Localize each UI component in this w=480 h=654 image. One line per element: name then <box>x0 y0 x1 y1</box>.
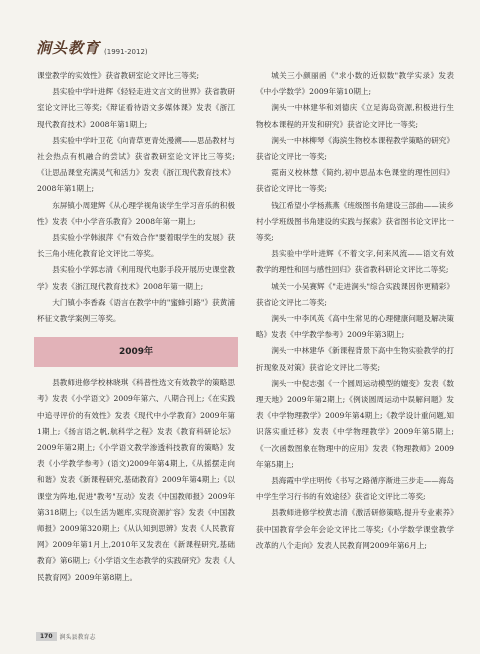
paragraph: 霓南义校林慧《简约,初中思品本色课堂的理性回归》获省论文评比一等奖; <box>256 168 454 194</box>
paragraph: 县实验小学郭志清《利用现代电影手段开展历史课堂教学》发表《浙江现代教育技术》2008年第一期上; <box>37 265 235 291</box>
paragraph: 涧头一中李风英《高中生常见的心理健康问题及解决策略》发表《中学教学参考》2009年第3期上; <box>256 314 454 340</box>
paragraph: 涧头一中林建华和刘德庆《立足海岛资源,积极进行生物校本课程的开发和研究》获省论文评比一等奖; <box>256 103 454 129</box>
paragraph: 涧头一中林建华《新课程背景下高中生物实验教学的打折现象及对策》获省论文评比二等奖; <box>256 346 454 372</box>
paragraph: 大门镇小李香森《语言在教学中的"蜜蜂引路"》获黄浦杯征文教学案例三等奖。 <box>37 297 235 324</box>
paragraph: 涧头一中林柳琴《海滨生物校本课程教学策略的研究》获省论文评比一等奖; <box>256 135 454 162</box>
paragraph: 东屏镇小周建辉《从心理学视角谈学生学习音乐的积极性》发表《中小学音乐教育》2008年第一期上; <box>37 200 235 226</box>
paragraph: 城关一小吴赛辉《"走进涧头"综合实践课因你更精彩》获省论文评比二等奖; <box>256 281 454 307</box>
brand-years: (1991-2012) <box>104 48 148 56</box>
paragraph: 县实验小学韩淑萍《"有效合作"要着眼学生的发展》获长三角小班化教育论文评比二等奖。 <box>37 233 235 259</box>
footer-label: 涧头县教育志 <box>59 634 96 641</box>
paragraph: 县海霞中学庄明传《书写之路循序渐进三步走——海岛中学生学习行书的有效途径》获省论文评比二等奖; <box>256 476 454 502</box>
header-brand <box>36 38 148 58</box>
paragraph: 县实验中学叶卫花《向青草更青处漫溯——思品教材与社会热点有机融合的尝试》获省教研室论文评比三等奖;《让思品课堂充满灵气和活力》发表《浙江现代教育技术》2008年第1期上; <box>37 135 235 194</box>
paragraph: 课堂教学的实效性》获省教研室论文评比三等奖; <box>37 71 200 80</box>
paragraph: 县实验中学叶进辉《不着文字,何来风流——语文有效教学的理性和回与感性回归》获省教科研论文评比二等奖; <box>256 249 454 275</box>
paragraph: 县教师进修学校林晓琪《科普性选文有效教学的策略思考》发表《小学语文》2009年第六、八期合刊上;《在实践中追寻评价的有效性》发表《现代中小学教育》2009年第1期上;《扬言语之帆,航科学之程》发表《教育科研论坛》2009年第2期上;《小学语文教学渗透科技教育的策略》发表《小学教学参考》(语文)2009年第4期上,《从摇摆走向和谐》发表《新课程研究,基础教育》2009年第4期上;《以课堂为阵地,促进"教考"互动》发表《中国教师报》2009年第318期上;《以生活为题库,实现资源扩容》发表《中国教师报》2009第320期上;《从认知到思辨》发表《人民教育网》2009年第1月上,2010年又发表在《新课程研究,基础教育》第6期上;《小学语文生态教学的实践研究》发表《人民教育网》2009年第8期上。 <box>37 378 235 582</box>
left-column <box>37 68 235 586</box>
year-heading: 2009年 <box>34 337 238 367</box>
paragraph: 城关三小颜丽函《"求小数的近似数"教学实录》发表《中小学数学》2009年第10期上; <box>256 71 454 97</box>
right-column <box>256 68 454 554</box>
page-number: 170 <box>36 632 57 641</box>
paragraph: 县实验中学叶进辉《轻轻走进文言文的世界》获省教研室论文评比三等奖;《辩证看待语文多媒体课》发表《浙江现代教育技术》2008年第1期上; <box>37 87 235 129</box>
page-footer <box>36 632 96 641</box>
brand-logo: 涧头教育 <box>36 39 101 57</box>
paragraph: 县教师进修学校黄志清《激活研修策略,提升专业素养》获中国教育学会年会论文评比二等奖;《小学数学课堂教学改革的八个走向》发表人民教育网2009年第6月上; <box>256 508 454 550</box>
paragraph: 涧头一中倪志强《一个圆周运动模型的嬗变》发表《数理天地》2009年第2期上;《例谈圆周运动中误解问题》发表《中学物理教学》2009年第4期上;《教学设计重问题,知识落实重迁移》发表《中学物理教学》2009年第5期上;《一次函数图象在物理中的应用》发表《物理教师》2009年第5期上; <box>256 378 454 469</box>
paragraph: 钱江希望小学杨燕燕《班级图书角建设三部曲——读乡村小学班级图书角建设的实践与探索》获省图书论文评比一等奖; <box>256 200 454 243</box>
